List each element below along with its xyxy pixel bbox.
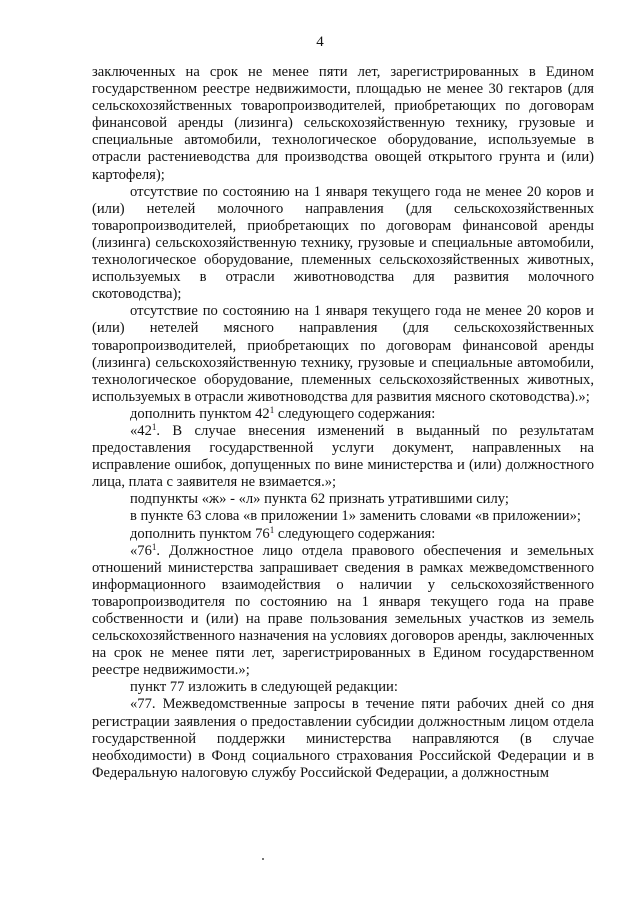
superscript: 1 [269,524,275,535]
paragraph-dairy-cattle: отсутствие по состоянию на 1 января текущего года не менее 20 коров и (или) нетелей молочного направления (для сельскохозяйственных товаропроизводителей, приобретающих по договорам финансовой аренды (лизинга) сельскохозяйственную технику, грузовые и специальные автомобили, технологическое оборудование, племенных сельскохозяйственных животных, используемых в отрасли животноводства для развития молочного скотоводства); [92,183,594,303]
paragraph-item-76-1-text [92,543,594,680]
scan-dot [262,858,264,860]
superscript: 1 [151,541,157,552]
paragraph-item-63-replace: в пункте 63 слова «в приложении 1» заменить словами «в приложении»; [130,508,581,525]
paragraph-add-item-42-1 [92,406,594,423]
paragraph-item-77-intro: пункт 77 изложить в следующей редакции: [130,679,398,696]
superscript: 1 [151,421,157,432]
superscript: 1 [269,404,275,415]
paragraph-subitems-62-void: подпункты «ж» - «л» пункта 62 признать утратившими силу; [130,491,509,508]
text-fragment: «42 [130,422,152,439]
text-fragment: «76 [130,542,152,559]
paragraph-add-item-76-1 [92,526,594,543]
page-number: 4 [316,34,324,50]
paragraph-item-42-1-text [92,423,594,491]
text-fragment: дополнить пунктом 76 [130,525,270,542]
text-fragment: следующего содержания: [274,525,436,542]
text-fragment: дополнить пунктом 42 [130,405,270,422]
text-fragment: . Должностное лицо отдела правового обеспечения и земельных отношений министерства запрашивает сведения в рамках межведомственного информационного взаимодействия о наличии у сельскохозяйственного товаропроизводителя по состоянию на 1 января текущего года на праве собственности и (или) на праве пользования земельных участков из земель сельскохозяйственного назначения на условиях договоров аренды, заключенных на срок не менее пяти лет, зарегистрированных в Едином государственном реестре недвижимости.»; [92,542,594,679]
document-body [92,64,594,782]
text-fragment: следующего содержания: [274,405,436,422]
paragraph-item-77-text: «77. Межведомственные запросы в течение пяти рабочих дней со дня регистрации заявления о предоставлении субсидии должностным лицом отдела государственной поддержки министерства направляются (в случае необходимости) в Фонд социального страхования Российской Федерации и в Федеральную налоговую службу Российской Федерации, а должностным [92,696,594,781]
paragraph-land-plots-ending: заключенных на срок не менее пяти лет, зарегистрированных в Едином государственном реестре недвижимости, площадью не менее 30 гектаров (для сельскохозяйственных товаропроизводителей, приобретающих по договорам финансовой аренды (лизинга) сельскохозяйственную технику, грузовые и специальные автомобили, технологическое оборудование, используемые в отрасли растениеводства для производства овощей открытого грунта и (или) картофеля); [92,64,594,183]
text-fragment: . В случае внесения изменений в выданный по результатам предоставления государственной услуги документ, направленных на исправление ошибок, допущенных по вине министерства и (или) должностного лица, плата с заявителя не взимается.»; [92,422,594,491]
paragraph-beef-cattle: отсутствие по состоянию на 1 января текущего года не менее 20 коров и (или) нетелей мясного направления (для сельскохозяйственных товаропроизводителей, приобретающих по договорам финансовой аренды (лизинга) сельскохозяйственную технику, грузовые и специальные автомобили, технологическое оборудование, племенных сельскохозяйственных животных, используемых в отрасли животноводства для развития мясного скотоводства).»; [92,303,594,405]
